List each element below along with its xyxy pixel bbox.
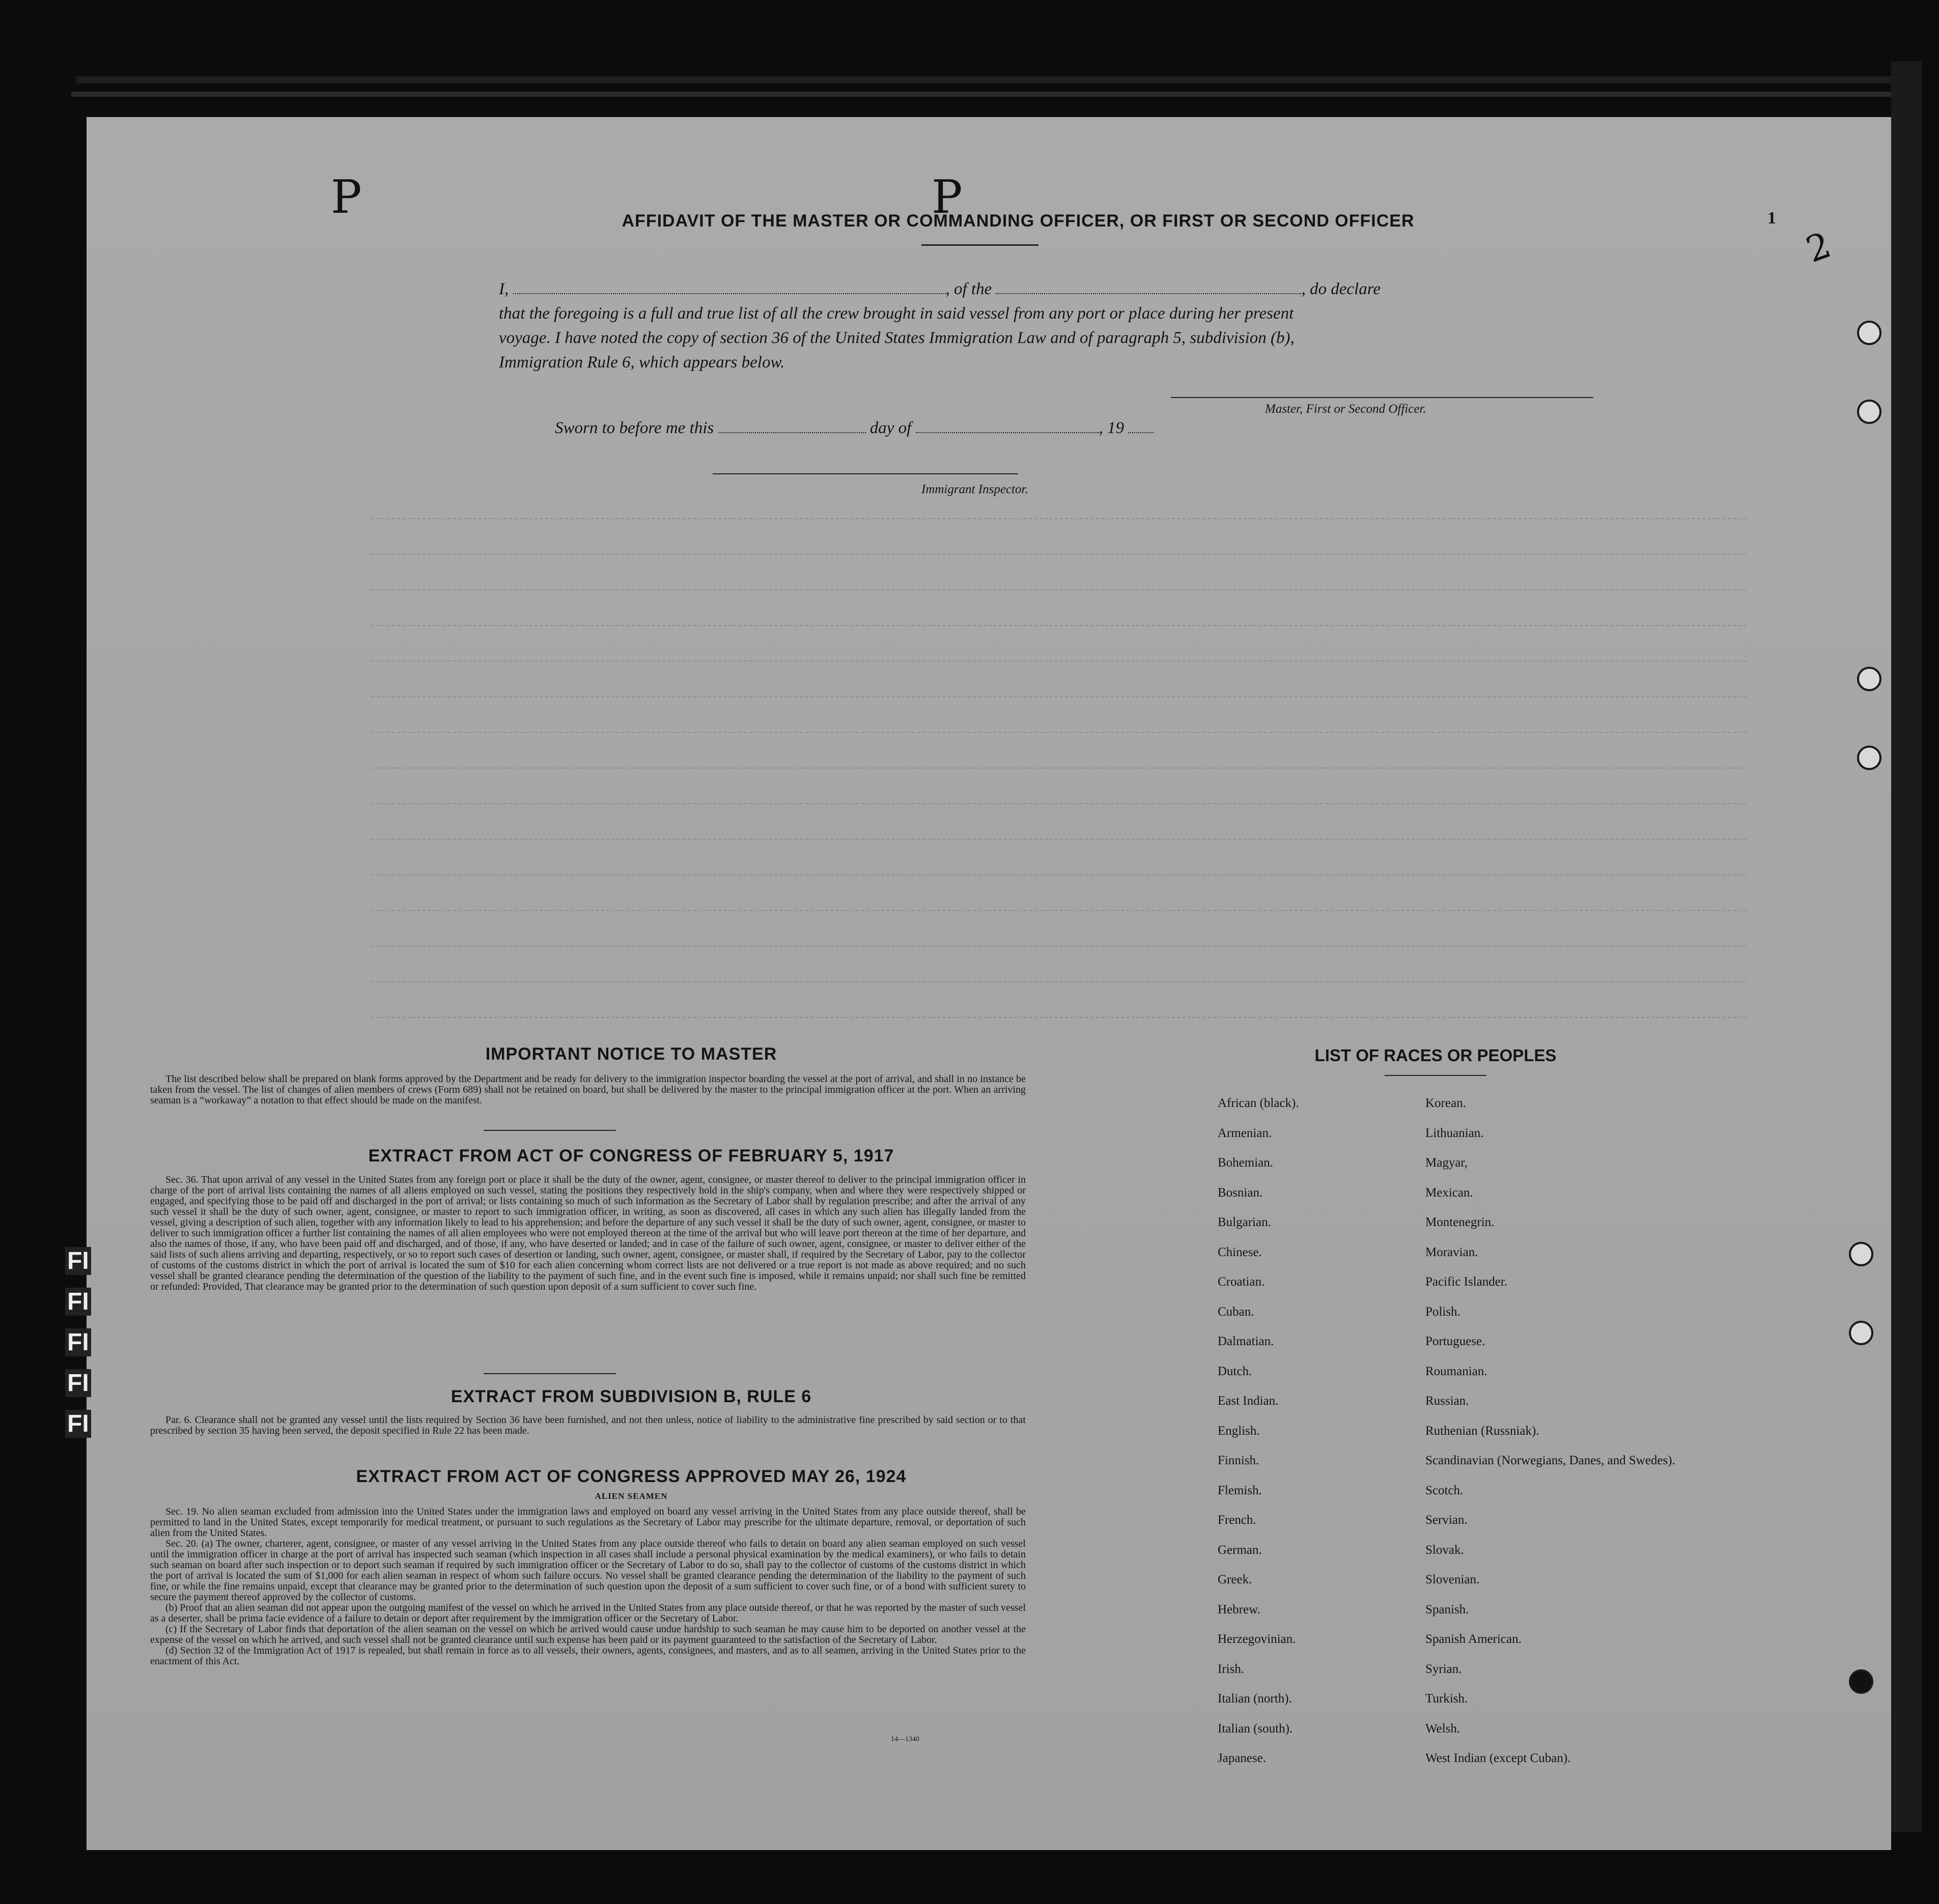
of-the-label: , of the — [945, 280, 992, 298]
race-item: Finnish. — [1218, 1454, 1259, 1467]
race-item: Italian (north). — [1218, 1692, 1292, 1706]
show-through-row — [372, 906, 1746, 911]
stacked-page-edge — [76, 76, 1909, 83]
affidavit-heading: AFFIDAVIT OF THE MASTER OR COMMANDING OFFICER, OR FIRST OR SECOND OFFICER — [622, 211, 1415, 231]
inspector-signature-label: Immigrant Inspector. — [921, 482, 1028, 496]
rule-6-title: EXTRACT FROM SUBDIVISION B, RULE 6 — [451, 1387, 812, 1406]
race-item: Slovak. — [1425, 1543, 1464, 1557]
sworn-line — [555, 416, 1318, 440]
race-item: Welsh. — [1425, 1721, 1460, 1736]
day-of-label: day of — [869, 419, 912, 437]
race-item: Hebrew. — [1218, 1602, 1260, 1616]
affidavit-line4: Immigration Rule 6, which appears below. — [499, 353, 785, 372]
section-36-paragraph: Sec. 36. That upon arrival of any vessel in the United States from any foreign port or place it shall be the duty of the owner, agent, consignee, or master thereof to deliver to the principal immigration officer in charge of the port of arrival lists containing the names of all aliens employed on such vessel, stating the positions they respectively hold in the ship's company, when and where they were respectively shipped or engaged, and specifying those to be paid off and discharged in the port of arrival; or lists containing so much of such information as the Secretary of Labor shall by regulation prescribe; and after the arrival of any such vessel it shall be the duty of such owner, agent, consignee, or master to report to such immigration officer, in writing, as soon as discovered, all cases in which any such alien has illegally landed from the vessel, giving a description of such alien, together with any information likely to lead to his apprehension; and before the departure of any such vessel it shall be the duty of such owner, agent, consignee, or master to deliver to such immigration officer a further list containing the names of all alien employees who were not employed thereon at the time of the arrival but who will leave port thereon at the time of her departure, and also the names of those, if any, who have been paid off and discharged, and of those, if any, who have deserted or landed; and in case of the failure of such owner, agent, consignee, or master to deliver either of the said lists of such aliens arriving and departing, respectively, or so to report such cases of desertion or landing, such owner, agent, consignee, or master shall, if required by the Secretary of Labor, pay to the collector of customs of the customs district in which the port of arrival is located the sum of $10 for each alien concerning whom correct lists are not delivered or a true report is not made as above required; and no such vessel shall be granted clearance pending the determination of the question of the liability to the payment of such fine, and in the event such fine is imposed, while it remains unpaid; nor shall such fine be remitted or refunded: Provided, That clearance may be granted prior to the determination of such question upon deposit of a sum sufficient to cover such fine. — [150, 1174, 1026, 1292]
section-rule — [484, 1373, 616, 1374]
show-through-row — [372, 835, 1746, 840]
binder-hole — [1849, 1242, 1873, 1266]
handwritten-mark-center: P — [932, 170, 963, 224]
race-item: German. — [1218, 1543, 1262, 1557]
show-through-row — [372, 728, 1746, 733]
race-item: Croatian. — [1218, 1275, 1265, 1289]
section-20b-paragraph: (b) Proof that an alien seaman did not appear upon the outgoing manifest of the vessel on which he arrived in the United States from any place outside thereof, or that he was reported by the master of such vessel as a deserter, shall be prima facie evidence of a failure to detain or deport after requirement by the immigration officer or the Secretary of Labor. — [150, 1602, 1026, 1624]
section-rule — [484, 1130, 616, 1131]
race-item: Greek. — [1218, 1573, 1252, 1586]
act-1917-title: EXTRACT FROM ACT OF CONGRESS OF FEBRUARY 5, 1917 — [368, 1146, 894, 1166]
alien-seamen-subtitle: ALIEN SEAMEN — [595, 1491, 668, 1501]
race-item: West Indian (except Cuban). — [1425, 1751, 1571, 1765]
officer-name-field[interactable] — [513, 278, 946, 294]
manifest-page — [67, 117, 1891, 1850]
notice-body — [150, 1074, 1026, 1106]
page-mark: 1 — [1767, 209, 1776, 228]
edge-tab: FI — [65, 1369, 91, 1397]
binder-hole — [1857, 667, 1881, 691]
race-item: Bulgarian. — [1218, 1215, 1271, 1229]
act-1917-body — [150, 1175, 1026, 1292]
inspector-signature-line[interactable] — [713, 473, 1018, 474]
act-1924-body — [150, 1507, 1026, 1667]
year-prefix-label: , 19 — [1099, 419, 1125, 437]
binder-hole — [1857, 400, 1881, 424]
affidavit-line1 — [499, 277, 1593, 301]
notice-paragraph: The list described below shall be prepared on blank forms approved by the Department and be ready for delivery to the immigration inspector boarding the vessel at the port of arrival, and shall in no instance be taken from the vessel. The list of changes of alien members of crews (Form 689) shall not be retained on board, but shall be delivered by the master to the principal immigration officer at the port. When an arriving seaman is a “workaway” a notation to that effect should be made on the manifest. — [150, 1073, 1026, 1106]
show-through-row — [372, 550, 1746, 555]
show-through-row — [372, 585, 1746, 590]
rule-6-paragraph: Par. 6. Clearance shall not be granted any vessel until the lists required by Section 36 have been furnished, and not then unless, notice of liability to the administrative fine prescribed by said section or to that prescribed by section 35 having been served, the deposit specified in Rule 22 has been made. — [150, 1414, 1026, 1436]
act-1924-title: EXTRACT FROM ACT OF CONGRESS APPROVED MAY 26, 1924 — [356, 1467, 907, 1486]
sworn-day-field[interactable] — [718, 417, 866, 433]
show-through-row — [372, 621, 1746, 626]
show-through-row — [372, 1013, 1746, 1018]
race-item: Armenian. — [1218, 1126, 1272, 1140]
handwritten-mark-left: P — [331, 170, 362, 224]
race-item: Bosnian. — [1218, 1185, 1263, 1200]
master-signature-label: Master, First or Second Officer. — [1265, 402, 1426, 416]
show-through-row — [372, 514, 1746, 519]
race-item: Dalmatian. — [1218, 1334, 1274, 1348]
race-item: Russian. — [1425, 1394, 1469, 1408]
race-item: Italian (south). — [1218, 1721, 1293, 1736]
notice-title: IMPORTANT NOTICE TO MASTER — [485, 1044, 777, 1064]
affidavit-line3: voyage. I have noted the copy of section 36 of the United States Immigration Law and of paragraph 5, subdivision (b), — [499, 329, 1295, 347]
race-item: Korean. — [1425, 1096, 1466, 1110]
race-item: Flemish. — [1218, 1483, 1262, 1497]
race-item: East Indian. — [1218, 1394, 1279, 1408]
races-rule — [1385, 1075, 1486, 1076]
affidavit-line2: that the foregoing is a full and true list of all the crew brought in said vessel from any port or place during her present — [499, 304, 1294, 323]
race-item: Chinese. — [1218, 1245, 1262, 1259]
sworn-label: Sworn to before me this — [555, 419, 714, 437]
race-item: Bohemian. — [1218, 1156, 1274, 1170]
race-item: Herzegovinian. — [1218, 1632, 1296, 1646]
edge-tab: FI — [65, 1328, 91, 1356]
race-item: Pacific Islander. — [1425, 1275, 1508, 1289]
edge-tab: FI — [65, 1247, 91, 1275]
vessel-name-field[interactable] — [996, 278, 1301, 294]
form-number: 14—1340 — [891, 1736, 919, 1743]
race-item: Ruthenian (Russniak). — [1425, 1424, 1539, 1438]
sworn-year-field[interactable] — [1128, 417, 1154, 433]
race-item: Portuguese. — [1425, 1334, 1485, 1348]
race-item: Moravian. — [1425, 1245, 1478, 1259]
race-item: Spanish American. — [1425, 1632, 1522, 1646]
race-item: Turkish. — [1425, 1692, 1468, 1706]
race-item: Roumanian. — [1425, 1364, 1487, 1378]
race-item: Mexican. — [1425, 1185, 1473, 1200]
show-through-row — [372, 870, 1746, 875]
stacked-page-edge — [1891, 61, 1922, 1832]
show-through-row — [372, 657, 1746, 662]
section-20c-paragraph: (c) If the Secretary of Labor finds that deportation of the alien seaman on the vessel on which he arrived would cause undue hardship to such seaman he may cause him to be deported on another vessel at the expense of the vessel on which he arrived, and such vessel shall not be granted clearance until such expense has been paid or its payment guaranteed to the satisfaction of the Secretary of Labor. — [150, 1624, 1026, 1645]
races-title: LIST OF RACES OR PEOPLES — [1314, 1046, 1557, 1065]
race-item: Montenegrin. — [1425, 1215, 1495, 1229]
race-item: Cuban. — [1218, 1304, 1254, 1319]
binder-hole — [1857, 321, 1881, 345]
binder-hole — [1849, 1669, 1873, 1694]
binder-hole — [1849, 1321, 1873, 1345]
show-through-row — [372, 692, 1746, 697]
show-through-row — [372, 799, 1746, 804]
i-label: I, — [499, 280, 509, 298]
race-item: Japanese. — [1218, 1751, 1267, 1765]
master-signature-line[interactable] — [1171, 397, 1593, 398]
sworn-month-field[interactable] — [916, 417, 1099, 433]
edge-tab: FI — [65, 1288, 91, 1316]
race-item: Polish. — [1425, 1304, 1460, 1319]
handwritten-mark-right: 2 — [1801, 223, 1837, 271]
race-item: Syrian. — [1425, 1662, 1462, 1676]
race-item: Scotch. — [1425, 1483, 1464, 1497]
section-19-paragraph: Sec. 19. No alien seaman excluded from admission into the United States under the immigration laws and employed on board any vessel arriving in the United States from any place outside thereof, shall be permitted to land in the United States, except temporarily for medical treatment, or pursuant to such regulations as the Secretary of Labor may prescribe for the ultimate departure, removal, or deportation of such alien from the United States. — [150, 1506, 1026, 1539]
race-item: English. — [1218, 1424, 1260, 1438]
race-item: African (black). — [1218, 1096, 1299, 1110]
binder-hole — [1857, 746, 1881, 770]
race-item: Magyar, — [1425, 1156, 1468, 1170]
rule-6-body — [150, 1415, 1026, 1436]
race-item: Spanish. — [1425, 1602, 1469, 1616]
section-20a-paragraph: Sec. 20. (a) The owner, charterer, agent, consignee, or master of any vessel arriving in the United States from any place outside thereof who fails to detain on board any alien seaman employed on such vessel until the immigration officer in charge at the port of arrival has inspected such seaman (which inspection in all cases shall include a personal physical examination by the medical examiners), or who fails to detain such seaman on board after such inspection or to deport such seaman if required by such immigration officer or the Secretary of Labor to do so, shall pay to the collector of customs of the customs district in which the port of arrival is located the sum of $1,000 for each alien seaman in respect of whom such failure occurs. No vessel shall be granted clearance pending the determination of the liability to the payment of such fine, or while the fine remains unpaid, except that clearance may be granted prior to the determination of such question upon the deposit of a sum sufficient to cover such fine, or of a bond with sufficient surety to secure the payment thereof approved by the collector of customs. — [150, 1538, 1026, 1603]
race-item: Lithuanian. — [1425, 1126, 1484, 1140]
race-item: Dutch. — [1218, 1364, 1252, 1378]
stacked-page-edge — [71, 92, 1914, 97]
race-item: French. — [1218, 1513, 1256, 1527]
section-20d-paragraph: (d) Section 32 of the Immigration Act of 1917 is repealed, but shall remain in force as to all vessels, their owners, agents, consignees, and masters, and as to all seamen, arriving in the United States prior to the enactment of this Act. — [150, 1645, 1026, 1667]
show-through-row — [372, 942, 1746, 947]
do-declare-label: , do declare — [1301, 280, 1381, 298]
race-item: Scandinavian (Norwegians, Danes, and Swedes). — [1425, 1454, 1675, 1467]
edge-tab: FI — [65, 1410, 91, 1438]
show-through-row — [372, 977, 1746, 982]
race-item: Servian. — [1425, 1513, 1468, 1527]
show-through-row — [372, 763, 1746, 769]
race-item: Slovenian. — [1425, 1573, 1480, 1586]
race-item: Irish. — [1218, 1662, 1245, 1676]
heading-rule — [921, 244, 1038, 246]
